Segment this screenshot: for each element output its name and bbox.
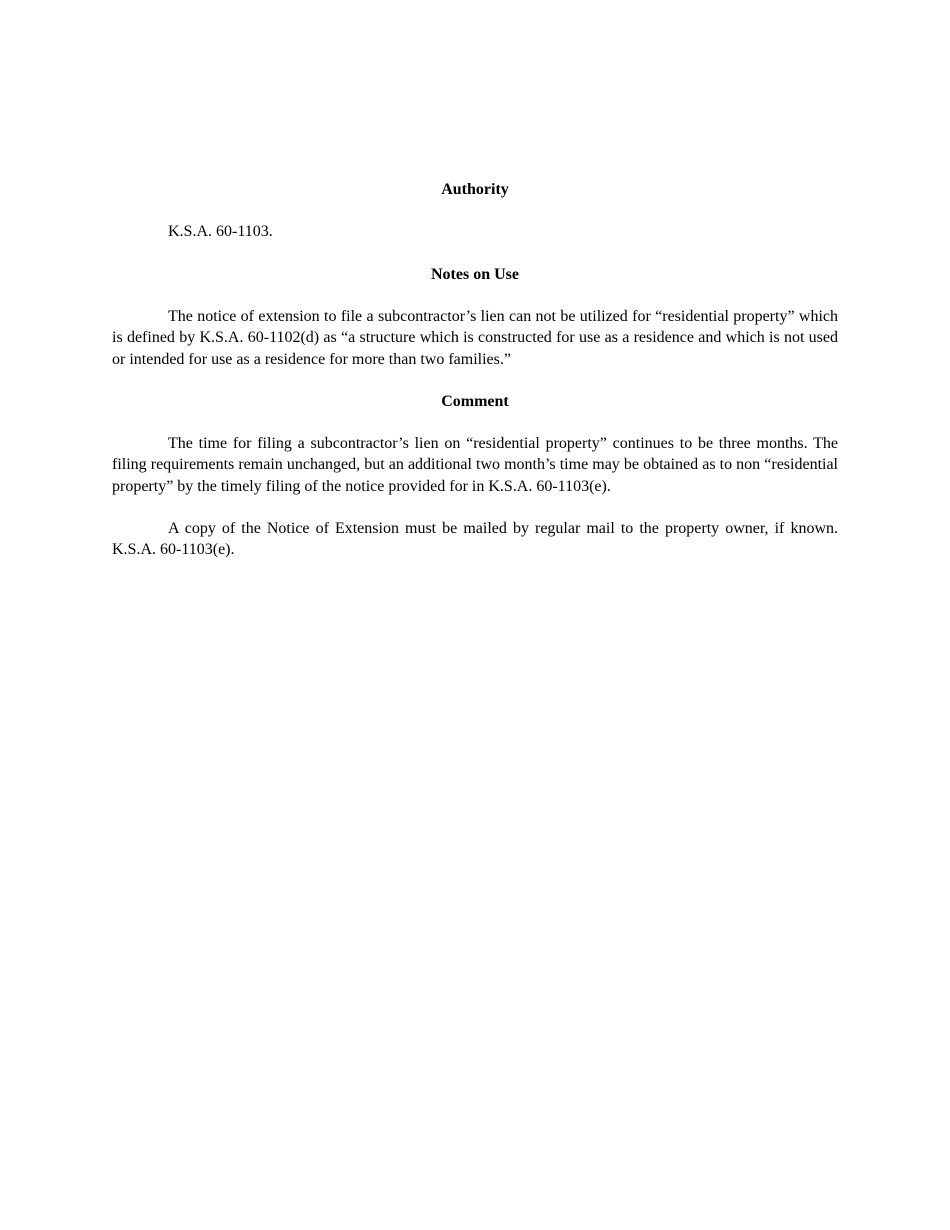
comment-heading: Comment	[441, 393, 509, 410]
notes-on-use-heading: Notes on Use	[431, 266, 519, 283]
comment-paragraph-2: A copy of the Notice of Extension must be mailed by regular mail to the property owner, if known. K.S.A. 60-1103(e).	[112, 520, 838, 559]
comment-paragraph-1: The time for filing a subcontractor’s lien on “residential property” continues to be three months. The filing requirements remain unchanged, but an additional two month’s time may be obtained as to non “residential property” by the timely filing of the notice provided for in K.S.A. 60-1103(e).	[112, 435, 838, 495]
authority-citation: K.S.A. 60-1103.	[168, 223, 273, 240]
notes-on-use-paragraph: The notice of extension to file a subcontractor’s lien can not be utilized for “residential property” which is defined by K.S.A. 60-1102(d) as “a structure which is constructed for use as a residence and which is not used or intended for use as a residence for more than two families.”	[112, 308, 838, 368]
authority-heading: Authority	[441, 181, 509, 198]
